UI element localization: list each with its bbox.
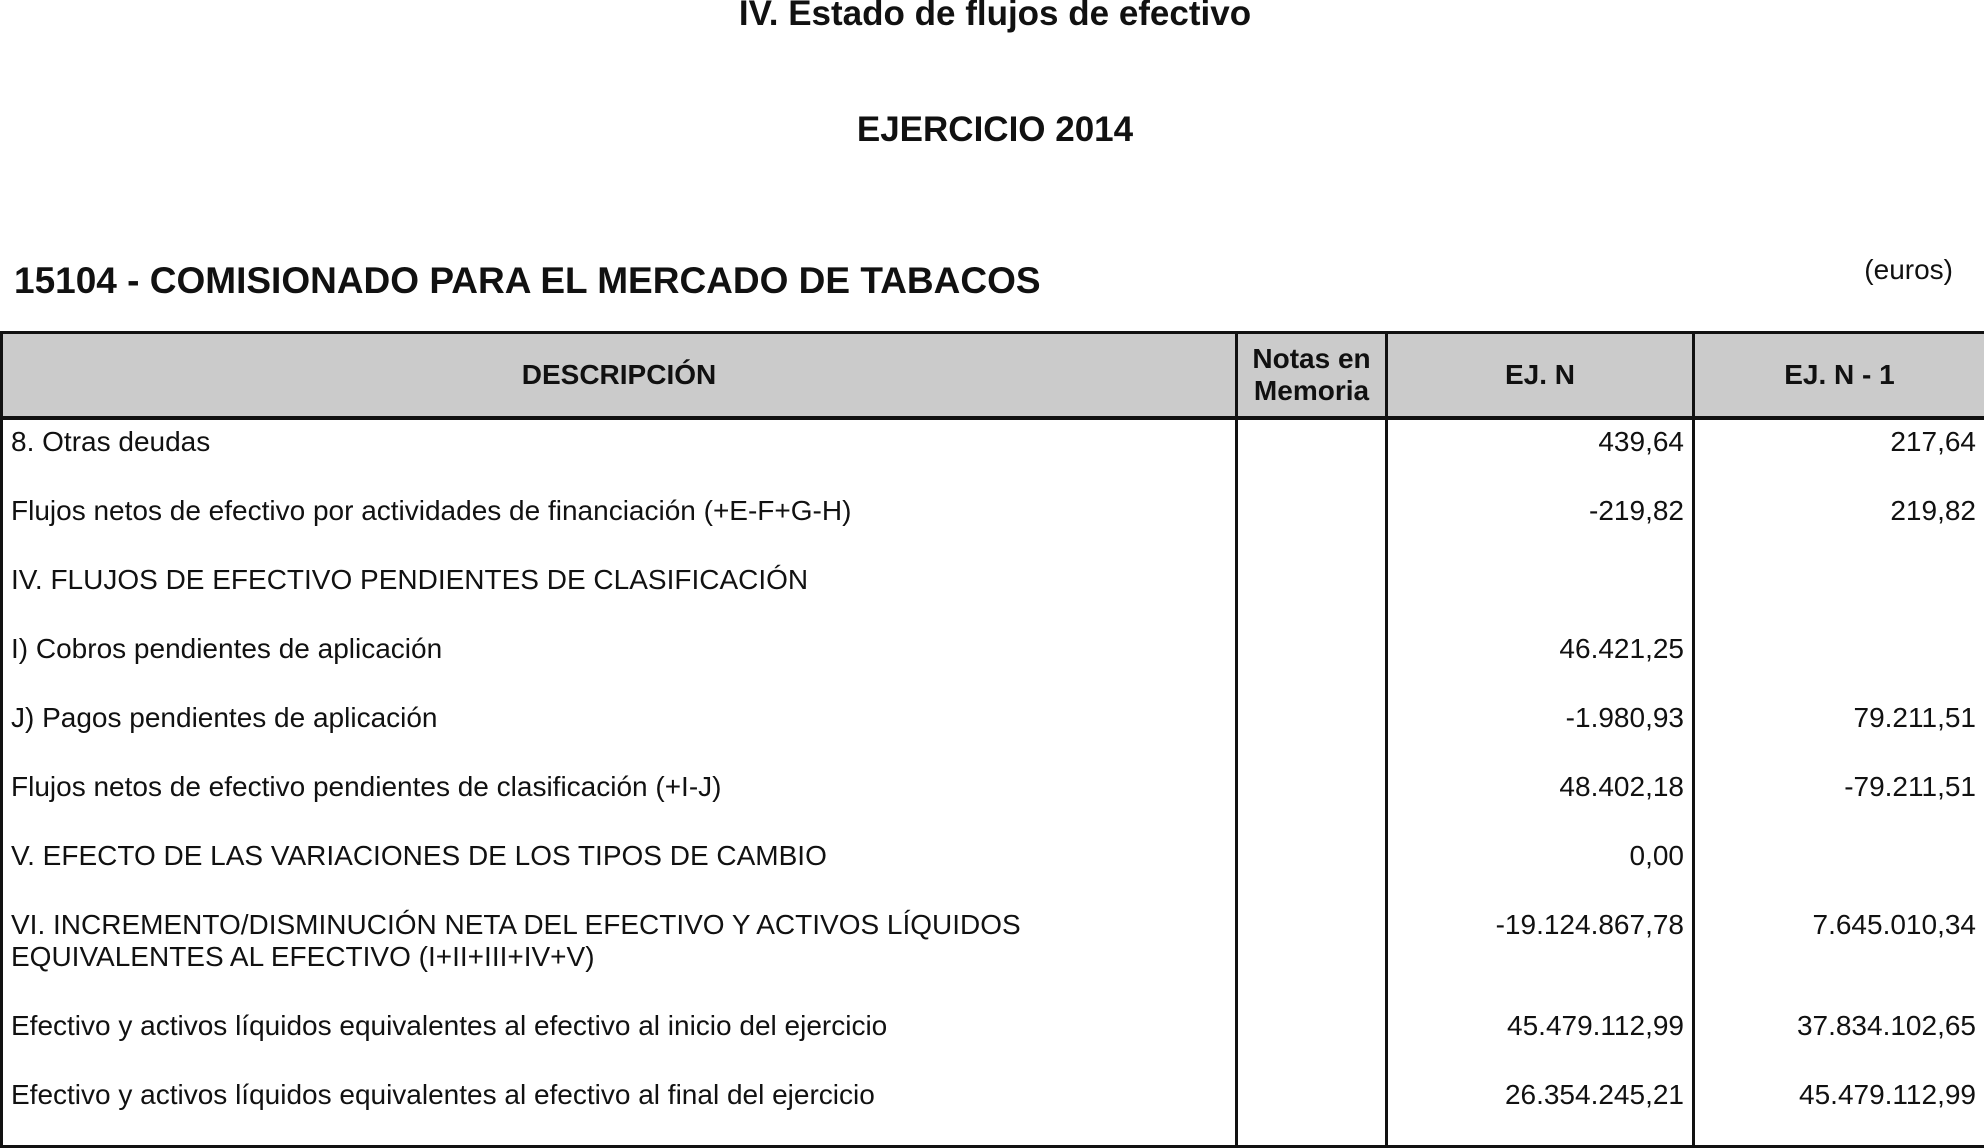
row-value-year-n1 — [1694, 834, 1984, 903]
currency-units-label: (euros) — [1864, 254, 1953, 286]
table-row — [2, 627, 1984, 696]
column-header-year-n: EJ. N — [1387, 333, 1694, 419]
row-value-year-n1: 219,82 — [1694, 489, 1984, 558]
row-description: Efectivo y activos líquidos equivalentes al efectivo al inicio del ejercicio — [2, 1004, 1237, 1073]
row-value-year-n: 48.402,18 — [1387, 765, 1694, 834]
row-value-year-n1: 217,64 — [1694, 418, 1984, 489]
table-row — [2, 558, 1984, 627]
row-value-year-n1: 45.479.112,99 — [1694, 1073, 1984, 1147]
table-row — [2, 1004, 1984, 1073]
row-notes — [1237, 418, 1387, 489]
row-description — [2, 903, 1237, 1004]
row-value-year-n — [1387, 558, 1694, 627]
row-notes — [1237, 903, 1387, 1004]
table-row — [2, 418, 1984, 489]
row-description: IV. FLUJOS DE EFECTIVO PENDIENTES DE CLASIFICACIÓN — [2, 558, 1237, 627]
row-description: V. EFECTO DE LAS VARIACIONES DE LOS TIPOS DE CAMBIO — [2, 834, 1237, 903]
row-value-year-n: -1.980,93 — [1387, 696, 1694, 765]
fiscal-year-heading: EJERCICIO 2014 — [0, 110, 1984, 150]
table-row — [2, 696, 1984, 765]
row-description: I) Cobros pendientes de aplicación — [2, 627, 1237, 696]
row-value-year-n1: 7.645.010,34 — [1694, 903, 1984, 1004]
document-title: IV. Estado de flujos de efectivo — [0, 0, 1984, 34]
column-header-notes-line1: Notas en — [1252, 343, 1370, 374]
row-notes — [1237, 834, 1387, 903]
row-notes — [1237, 627, 1387, 696]
cash-flow-table — [0, 331, 1984, 1148]
row-notes — [1237, 765, 1387, 834]
row-value-year-n: 26.354.245,21 — [1387, 1073, 1694, 1147]
column-header-notes — [1237, 333, 1387, 419]
row-description-line2: EQUIVALENTES AL EFECTIVO (I+II+III+IV+V) — [11, 941, 595, 972]
row-description: 8. Otras deudas — [2, 418, 1237, 489]
row-description: Flujos netos de efectivo por actividades de financiación (+E-F+G-H) — [2, 489, 1237, 558]
row-notes — [1237, 696, 1387, 765]
row-description: Efectivo y activos líquidos equivalentes al efectivo al final del ejercicio — [2, 1073, 1237, 1147]
row-value-year-n1: -79.211,51 — [1694, 765, 1984, 834]
row-notes — [1237, 1073, 1387, 1147]
row-description-line1: VI. INCREMENTO/DISMINUCIÓN NETA DEL EFECTIVO Y ACTIVOS LÍQUIDOS — [11, 909, 1021, 940]
entity-heading: 15104 - COMISIONADO PARA EL MERCADO DE TABACOS — [14, 260, 1041, 302]
row-value-year-n: 0,00 — [1387, 834, 1694, 903]
row-value-year-n1: 79.211,51 — [1694, 696, 1984, 765]
row-value-year-n: -19.124.867,78 — [1387, 903, 1694, 1004]
table-row — [2, 765, 1984, 834]
row-value-year-n1 — [1694, 558, 1984, 627]
table-row — [2, 903, 1984, 1004]
row-notes — [1237, 1004, 1387, 1073]
row-value-year-n: 45.479.112,99 — [1387, 1004, 1694, 1073]
column-header-year-n1: EJ. N - 1 — [1694, 333, 1984, 419]
row-value-year-n1 — [1694, 627, 1984, 696]
row-value-year-n: 46.421,25 — [1387, 627, 1694, 696]
row-value-year-n: 439,64 — [1387, 418, 1694, 489]
column-header-description: DESCRIPCIÓN — [2, 333, 1237, 419]
table-row — [2, 489, 1984, 558]
row-description: J) Pagos pendientes de aplicación — [2, 696, 1237, 765]
column-header-notes-line2: Memoria — [1254, 375, 1369, 406]
table-row — [2, 834, 1984, 903]
row-value-year-n: -219,82 — [1387, 489, 1694, 558]
row-notes — [1237, 558, 1387, 627]
table-row — [2, 1073, 1984, 1147]
row-notes — [1237, 489, 1387, 558]
row-value-year-n1: 37.834.102,65 — [1694, 1004, 1984, 1073]
table-header-row — [2, 333, 1984, 419]
row-description: Flujos netos de efectivo pendientes de clasificación (+I-J) — [2, 765, 1237, 834]
